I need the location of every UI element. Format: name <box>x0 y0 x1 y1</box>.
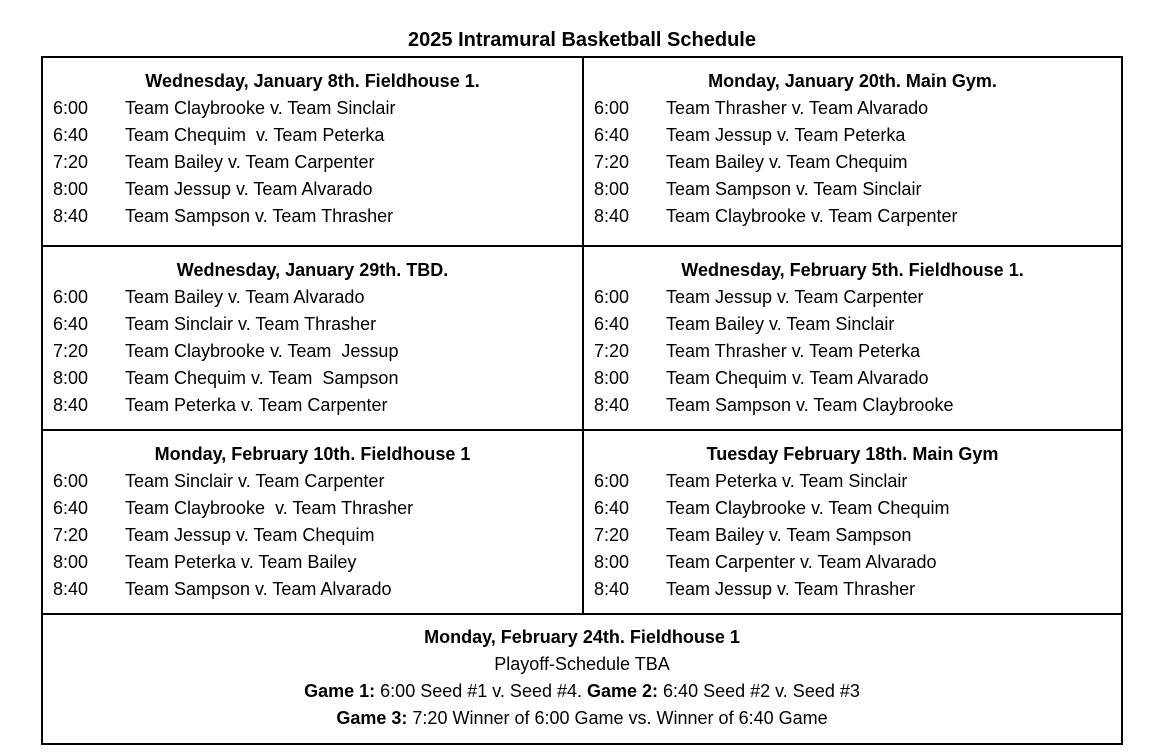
game-matchup: Team Peterka v. Team Sinclair <box>666 471 908 491</box>
game-matchup: Team Jessup v. Team Peterka <box>666 125 906 145</box>
game-matchup: Team Claybrooke v. Team Thrasher <box>125 498 414 518</box>
game-time: 8:00 <box>53 179 89 199</box>
day-cell <box>43 58 584 247</box>
game-time: 6:40 <box>53 498 89 518</box>
game1-label: Game 1: <box>304 681 376 701</box>
game-row <box>584 522 1121 549</box>
game-row <box>584 122 1121 149</box>
game-row <box>43 392 582 419</box>
game-row <box>584 284 1121 311</box>
game-matchup: Team Bailey v. Team Sinclair <box>666 314 895 334</box>
game-time: 6:00 <box>594 471 630 491</box>
game-row <box>43 549 582 576</box>
game-row <box>584 495 1121 522</box>
game-matchup: Team Peterka v. Team Bailey <box>125 552 357 572</box>
day-heading: Monday, February 10th. Fieldhouse 1 <box>154 444 471 464</box>
game-matchup: Team Jessup v. Team Alvarado <box>125 179 373 199</box>
game-matchup: Team Sampson v. Team Thrasher <box>125 206 394 226</box>
game-row <box>43 468 582 495</box>
game-matchup: Team Sampson v. Team Sinclair <box>666 179 922 199</box>
schedule-table <box>41 56 1123 745</box>
game-matchup: Team Carpenter v. Team Alvarado <box>666 552 937 572</box>
game-time: 8:40 <box>53 206 89 226</box>
game-time: 6:00 <box>594 287 630 307</box>
game-time: 7:20 <box>594 152 630 172</box>
game3-label: Game 3: <box>336 708 408 728</box>
game-row <box>584 365 1121 392</box>
game-row <box>584 392 1121 419</box>
game-matchup: Team Sinclair v. Team Thrasher <box>125 314 377 334</box>
game-time: 6:40 <box>594 498 630 518</box>
game-row <box>43 576 582 603</box>
game-matchup: Team Chequim v. Team Sampson <box>125 368 399 388</box>
game-time: 6:40 <box>53 314 89 334</box>
playoff-games-line-2 <box>43 705 1121 732</box>
game-matchup: Team Sinclair v. Team Carpenter <box>125 471 385 491</box>
playoff-heading: Monday, February 24th. Fieldhouse 1 <box>424 627 740 647</box>
game-row <box>43 149 582 176</box>
game-matchup: Team Jessup v. Team Chequim <box>125 525 375 545</box>
game-matchup: Team Claybrooke v. Team Carpenter <box>666 206 958 226</box>
game-time: 8:00 <box>594 552 630 572</box>
day-cell <box>43 431 584 615</box>
game-time: 6:40 <box>594 314 630 334</box>
game-matchup: Team Thrasher v. Team Alvarado <box>666 98 929 118</box>
game-row <box>43 176 582 203</box>
game-row <box>43 338 582 365</box>
game-matchup: Team Peterka v. Team Carpenter <box>125 395 388 415</box>
game-matchup: Team Jessup v. Team Thrasher <box>666 579 916 599</box>
game-time: 7:20 <box>53 525 89 545</box>
game-time: 6:00 <box>53 98 89 118</box>
game-row <box>584 149 1121 176</box>
game-time: 8:40 <box>594 206 630 226</box>
game2-text: 6:40 Seed #2 v. Seed #3 <box>658 681 860 701</box>
game-matchup: Team Claybrooke v. Team Chequim <box>666 498 950 518</box>
game-row <box>584 176 1121 203</box>
game-time: 6:00 <box>594 98 630 118</box>
game-row <box>43 522 582 549</box>
game-matchup: Team Chequim v. Team Alvarado <box>666 368 929 388</box>
day-cell <box>584 431 1121 615</box>
game-time: 8:00 <box>53 368 89 388</box>
game-time: 8:40 <box>53 395 89 415</box>
game-time: 6:40 <box>53 125 89 145</box>
game-time: 7:20 <box>53 152 89 172</box>
game-row <box>43 203 582 230</box>
game1-text: 6:00 Seed #1 v. Seed #4. <box>375 681 587 701</box>
game-matchup: Team Bailey v. Team Sampson <box>666 525 912 545</box>
game-matchup: Team Thrasher v. Team Peterka <box>666 341 921 361</box>
game-time: 6:00 <box>53 471 89 491</box>
game-row <box>584 468 1121 495</box>
game-matchup: Team Sampson v. Team Alvarado <box>125 579 392 599</box>
game-time: 7:20 <box>594 525 630 545</box>
day-heading: Wednesday, January 8th. Fieldhouse 1. <box>145 71 480 91</box>
page-title: 2025 Intramural Basketball Schedule <box>408 29 756 51</box>
day-heading: Tuesday February 18th. Main Gym <box>706 444 999 464</box>
game-matchup: Team Claybrooke v. Team Sinclair <box>125 98 396 118</box>
playoff-games-line-1 <box>43 678 1121 705</box>
game-time: 7:20 <box>53 341 89 361</box>
day-cell <box>43 247 584 431</box>
playoff-subtitle: Playoff-Schedule TBA <box>494 654 670 674</box>
game-row <box>584 203 1121 230</box>
game-matchup: Team Bailey v. Team Chequim <box>666 152 908 172</box>
game-matchup: Team Bailey v. Team Carpenter <box>125 152 375 172</box>
game-row <box>43 122 582 149</box>
game-row <box>43 95 582 122</box>
day-cell <box>584 58 1121 247</box>
game-row <box>43 495 582 522</box>
day-cell <box>584 247 1121 431</box>
game3-text: 7:20 Winner of 6:00 Game vs. Winner of 6:40 Game <box>407 708 828 728</box>
game-time: 8:00 <box>594 368 630 388</box>
day-heading: Wednesday, January 29th. TBD. <box>176 260 449 280</box>
game-matchup: Team Jessup v. Team Carpenter <box>666 287 924 307</box>
game-row <box>43 311 582 338</box>
game-time: 8:40 <box>53 579 89 599</box>
day-heading: Wednesday, February 5th. Fieldhouse 1. <box>681 260 1024 280</box>
game-row <box>584 95 1121 122</box>
game-time: 6:00 <box>53 287 89 307</box>
game-matchup: Team Chequim v. Team Peterka <box>125 125 385 145</box>
game-time: 6:40 <box>594 125 630 145</box>
game-row <box>584 338 1121 365</box>
game-row <box>43 365 582 392</box>
game-time: 8:40 <box>594 579 630 599</box>
game-matchup: Team Sampson v. Team Claybrooke <box>666 395 954 415</box>
game-row <box>584 549 1121 576</box>
game-time: 7:20 <box>594 341 630 361</box>
game-row <box>584 311 1121 338</box>
game-time: 8:00 <box>594 179 630 199</box>
game-row <box>584 576 1121 603</box>
game-row <box>43 284 582 311</box>
game-time: 8:40 <box>594 395 630 415</box>
day-heading: Monday, January 20th. Main Gym. <box>708 71 997 91</box>
playoff-section <box>43 614 1121 732</box>
game2-label: Game 2: <box>587 681 659 701</box>
game-matchup: Team Bailey v. Team Alvarado <box>125 287 365 307</box>
game-time: 8:00 <box>53 552 89 572</box>
game-matchup: Team Claybrooke v. Team Jessup <box>125 341 399 361</box>
